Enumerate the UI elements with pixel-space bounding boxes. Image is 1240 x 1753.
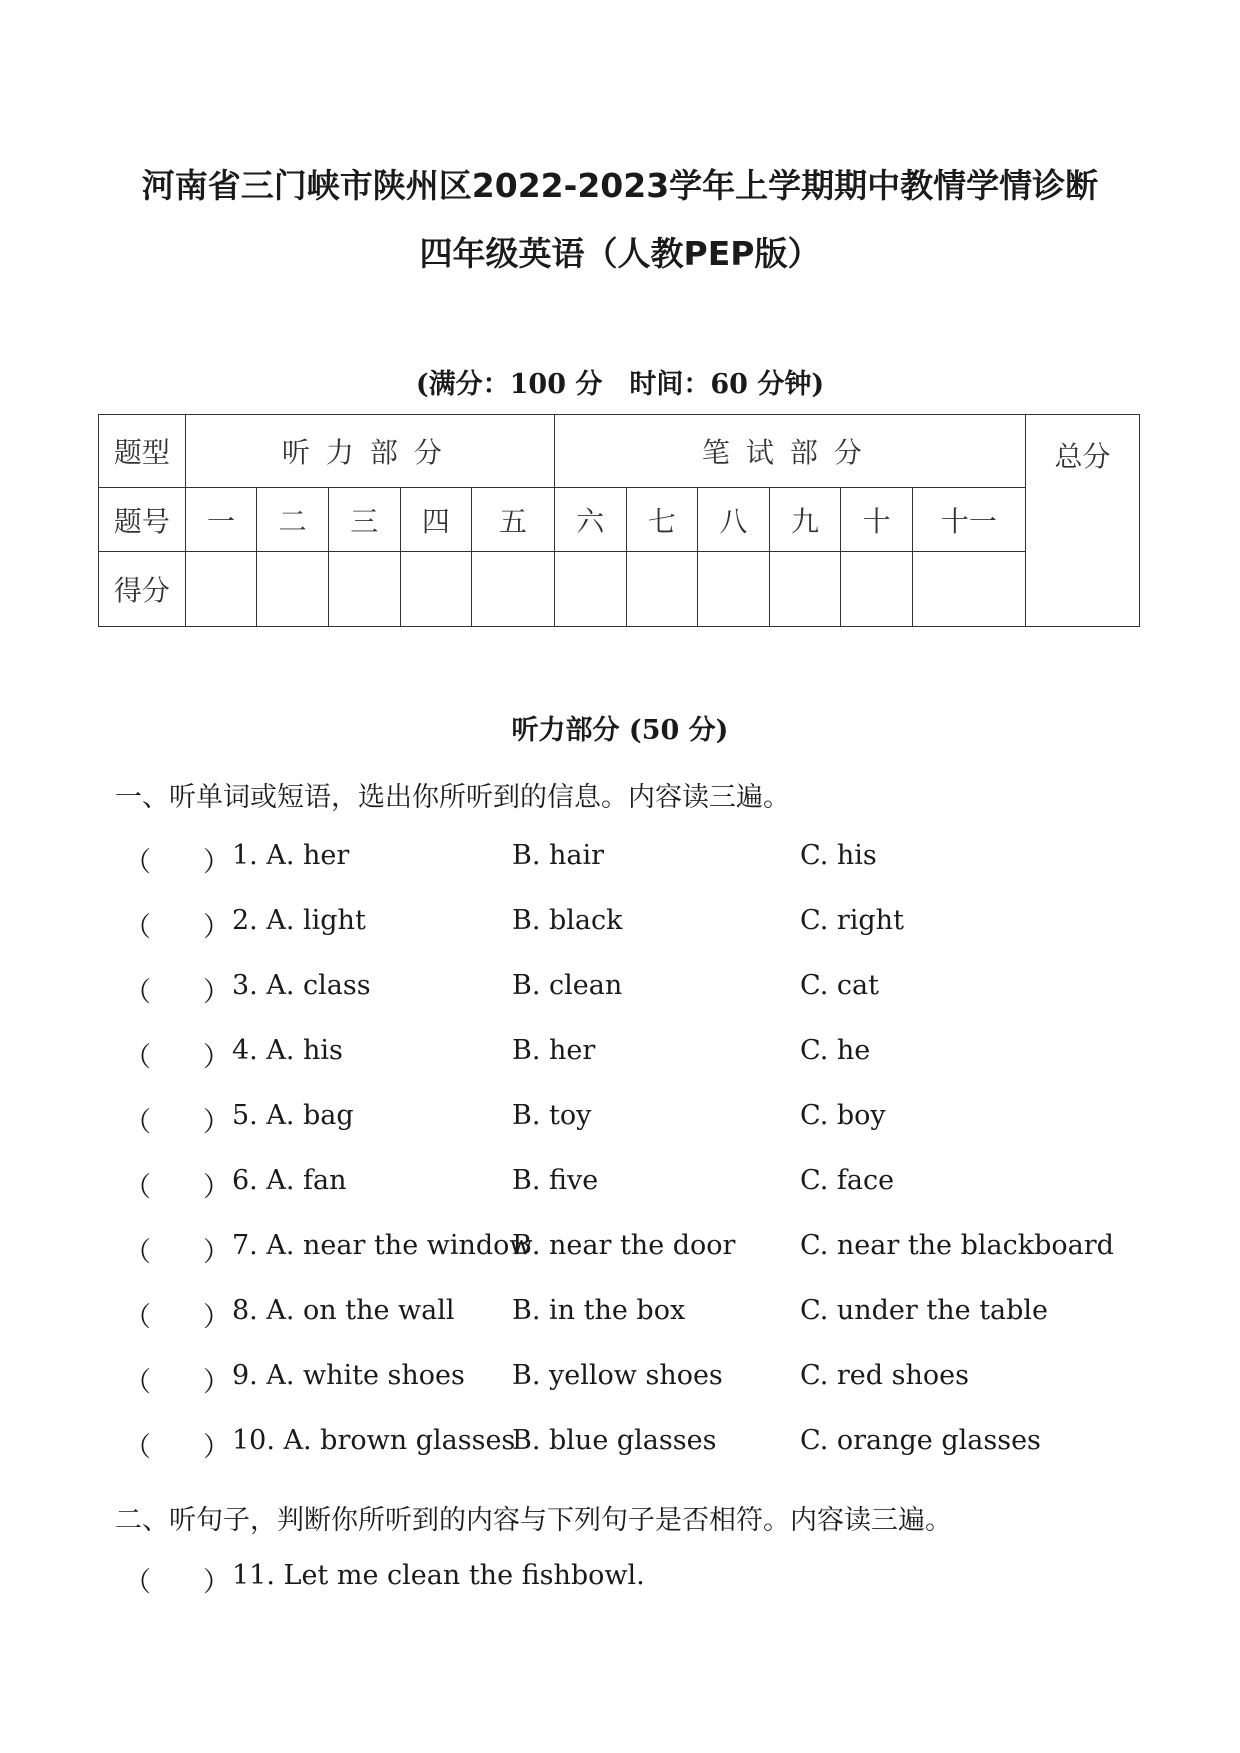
score-table [98, 414, 1140, 627]
answer-paren-open[interactable]: （ [124, 1302, 151, 1333]
part2-instruction: 二、听句子，判断你所听到的内容与下列句子是否相符。内容读三遍。 [115, 1505, 952, 1536]
answer-paren-close: ） [203, 1302, 230, 1333]
option-c: C. red shoes [800, 1360, 969, 1391]
answer-paren-close: ） [203, 1042, 230, 1073]
answer-paren-open[interactable]: （ [124, 912, 151, 943]
score-entry-cell[interactable] [841, 552, 913, 627]
question-number-cell: 十 [841, 488, 913, 552]
total-score-cell: 总分 [1025, 415, 1139, 627]
question-number-cell: 九 [769, 488, 841, 552]
question-row [0, 1295, 1240, 1335]
score-entry-cell[interactable] [328, 552, 400, 627]
row-label-number: 题号 [99, 488, 186, 552]
option-c: C. he [800, 1035, 871, 1066]
question-number-cell: 三 [328, 488, 400, 552]
option-a: 6. A. fan [232, 1165, 347, 1196]
answer-paren-open[interactable]: （ [124, 847, 151, 878]
question-row [0, 840, 1240, 880]
question-row [0, 1560, 1240, 1600]
question-row [0, 1360, 1240, 1400]
answer-paren-close: ） [203, 1107, 230, 1138]
answer-paren-close: ） [203, 1432, 230, 1463]
statement-text: 11. Let me clean the fishbowl. [232, 1560, 645, 1591]
answer-paren-close: ） [203, 847, 230, 878]
option-b: B. clean [512, 970, 623, 1001]
option-a: 2. A. light [232, 905, 366, 936]
option-c: C. cat [800, 970, 879, 1001]
option-c: C. under the table [800, 1295, 1049, 1326]
question-number-cell: 一 [185, 488, 257, 552]
answer-paren-open[interactable]: （ [124, 977, 151, 1008]
option-a: 5. A. bag [232, 1100, 354, 1131]
score-time-info: (满分：100 分 时间：60 分钟) [415, 369, 825, 400]
option-b: B. in the box [512, 1295, 686, 1326]
question-row [0, 1100, 1240, 1140]
option-b: B. blue glasses [512, 1425, 717, 1456]
option-c: C. orange glasses [800, 1425, 1041, 1456]
row-label-type: 题型 [99, 415, 186, 488]
question-number-cell: 二 [257, 488, 329, 552]
answer-paren-open[interactable]: （ [124, 1107, 151, 1138]
score-entry-cell[interactable] [554, 552, 626, 627]
score-entry-cell[interactable] [912, 552, 1025, 627]
option-a: 7. A. near the window [232, 1230, 533, 1261]
question-row [0, 905, 1240, 945]
option-b: B. black [512, 905, 623, 936]
listening-part-header: 听力部分 [185, 415, 554, 488]
question-number-cell: 八 [698, 488, 770, 552]
option-c: C. right [800, 905, 904, 936]
score-entry-cell[interactable] [626, 552, 698, 627]
score-entry-cell[interactable] [400, 552, 472, 627]
option-a: 3. A. class [232, 970, 371, 1001]
answer-paren-open[interactable]: （ [124, 1172, 151, 1203]
option-b: B. yellow shoes [512, 1360, 723, 1391]
answer-paren-open[interactable]: （ [124, 1237, 151, 1268]
option-c: C. near the blackboard [800, 1230, 1114, 1261]
option-b: B. her [512, 1035, 596, 1066]
question-row [0, 1035, 1240, 1075]
listening-section-heading: 听力部分 (50 分) [511, 715, 729, 746]
answer-paren-close: ） [203, 1567, 230, 1598]
option-b: B. toy [512, 1100, 592, 1131]
question-row [0, 1165, 1240, 1205]
score-entry-cell[interactable] [472, 552, 555, 627]
question-number-cell: 四 [400, 488, 472, 552]
answer-paren-close: ） [203, 912, 230, 943]
exam-subtitle: 四年级英语（人教PEP版） [419, 234, 821, 273]
question-row [0, 970, 1240, 1010]
score-entry-cell[interactable] [185, 552, 257, 627]
question-number-cell: 五 [472, 488, 555, 552]
exam-title: 河南省三门峡市陕州区2022-2023学年上学期期中教情学情诊断 [141, 166, 1099, 205]
answer-paren-close: ） [203, 1367, 230, 1398]
answer-paren-close: ） [203, 1172, 230, 1203]
score-entry-cell[interactable] [769, 552, 841, 627]
answer-paren-close: ） [203, 1237, 230, 1268]
option-c: C. his [800, 840, 877, 871]
option-b: B. hair [512, 840, 605, 871]
option-a: 9. A. white shoes [232, 1360, 465, 1391]
option-a: 10. A. brown glasses [232, 1425, 516, 1456]
option-a: 1. A. her [232, 840, 350, 871]
question-number-cell: 十一 [912, 488, 1025, 552]
answer-paren-open[interactable]: （ [124, 1367, 151, 1398]
question-row [0, 1230, 1240, 1270]
answer-paren-open[interactable]: （ [124, 1432, 151, 1463]
writing-part-header: 笔试部分 [554, 415, 1025, 488]
option-c: C. face [800, 1165, 895, 1196]
answer-paren-close: ） [203, 977, 230, 1008]
option-a: 8. A. on the wall [232, 1295, 455, 1326]
option-a: 4. A. his [232, 1035, 343, 1066]
option-b: B. near the door [512, 1230, 736, 1261]
answer-paren-open[interactable]: （ [124, 1042, 151, 1073]
question-number-cell: 六 [554, 488, 626, 552]
question-row [0, 1425, 1240, 1465]
row-label-score: 得分 [99, 552, 186, 627]
score-entry-cell[interactable] [257, 552, 329, 627]
part1-instruction: 一、听单词或短语，选出你所听到的信息。内容读三遍。 [115, 782, 790, 813]
answer-paren-open[interactable]: （ [124, 1567, 151, 1598]
option-c: C. boy [800, 1100, 886, 1131]
question-number-cell: 七 [626, 488, 698, 552]
score-entry-cell[interactable] [698, 552, 770, 627]
option-b: B. five [512, 1165, 599, 1196]
